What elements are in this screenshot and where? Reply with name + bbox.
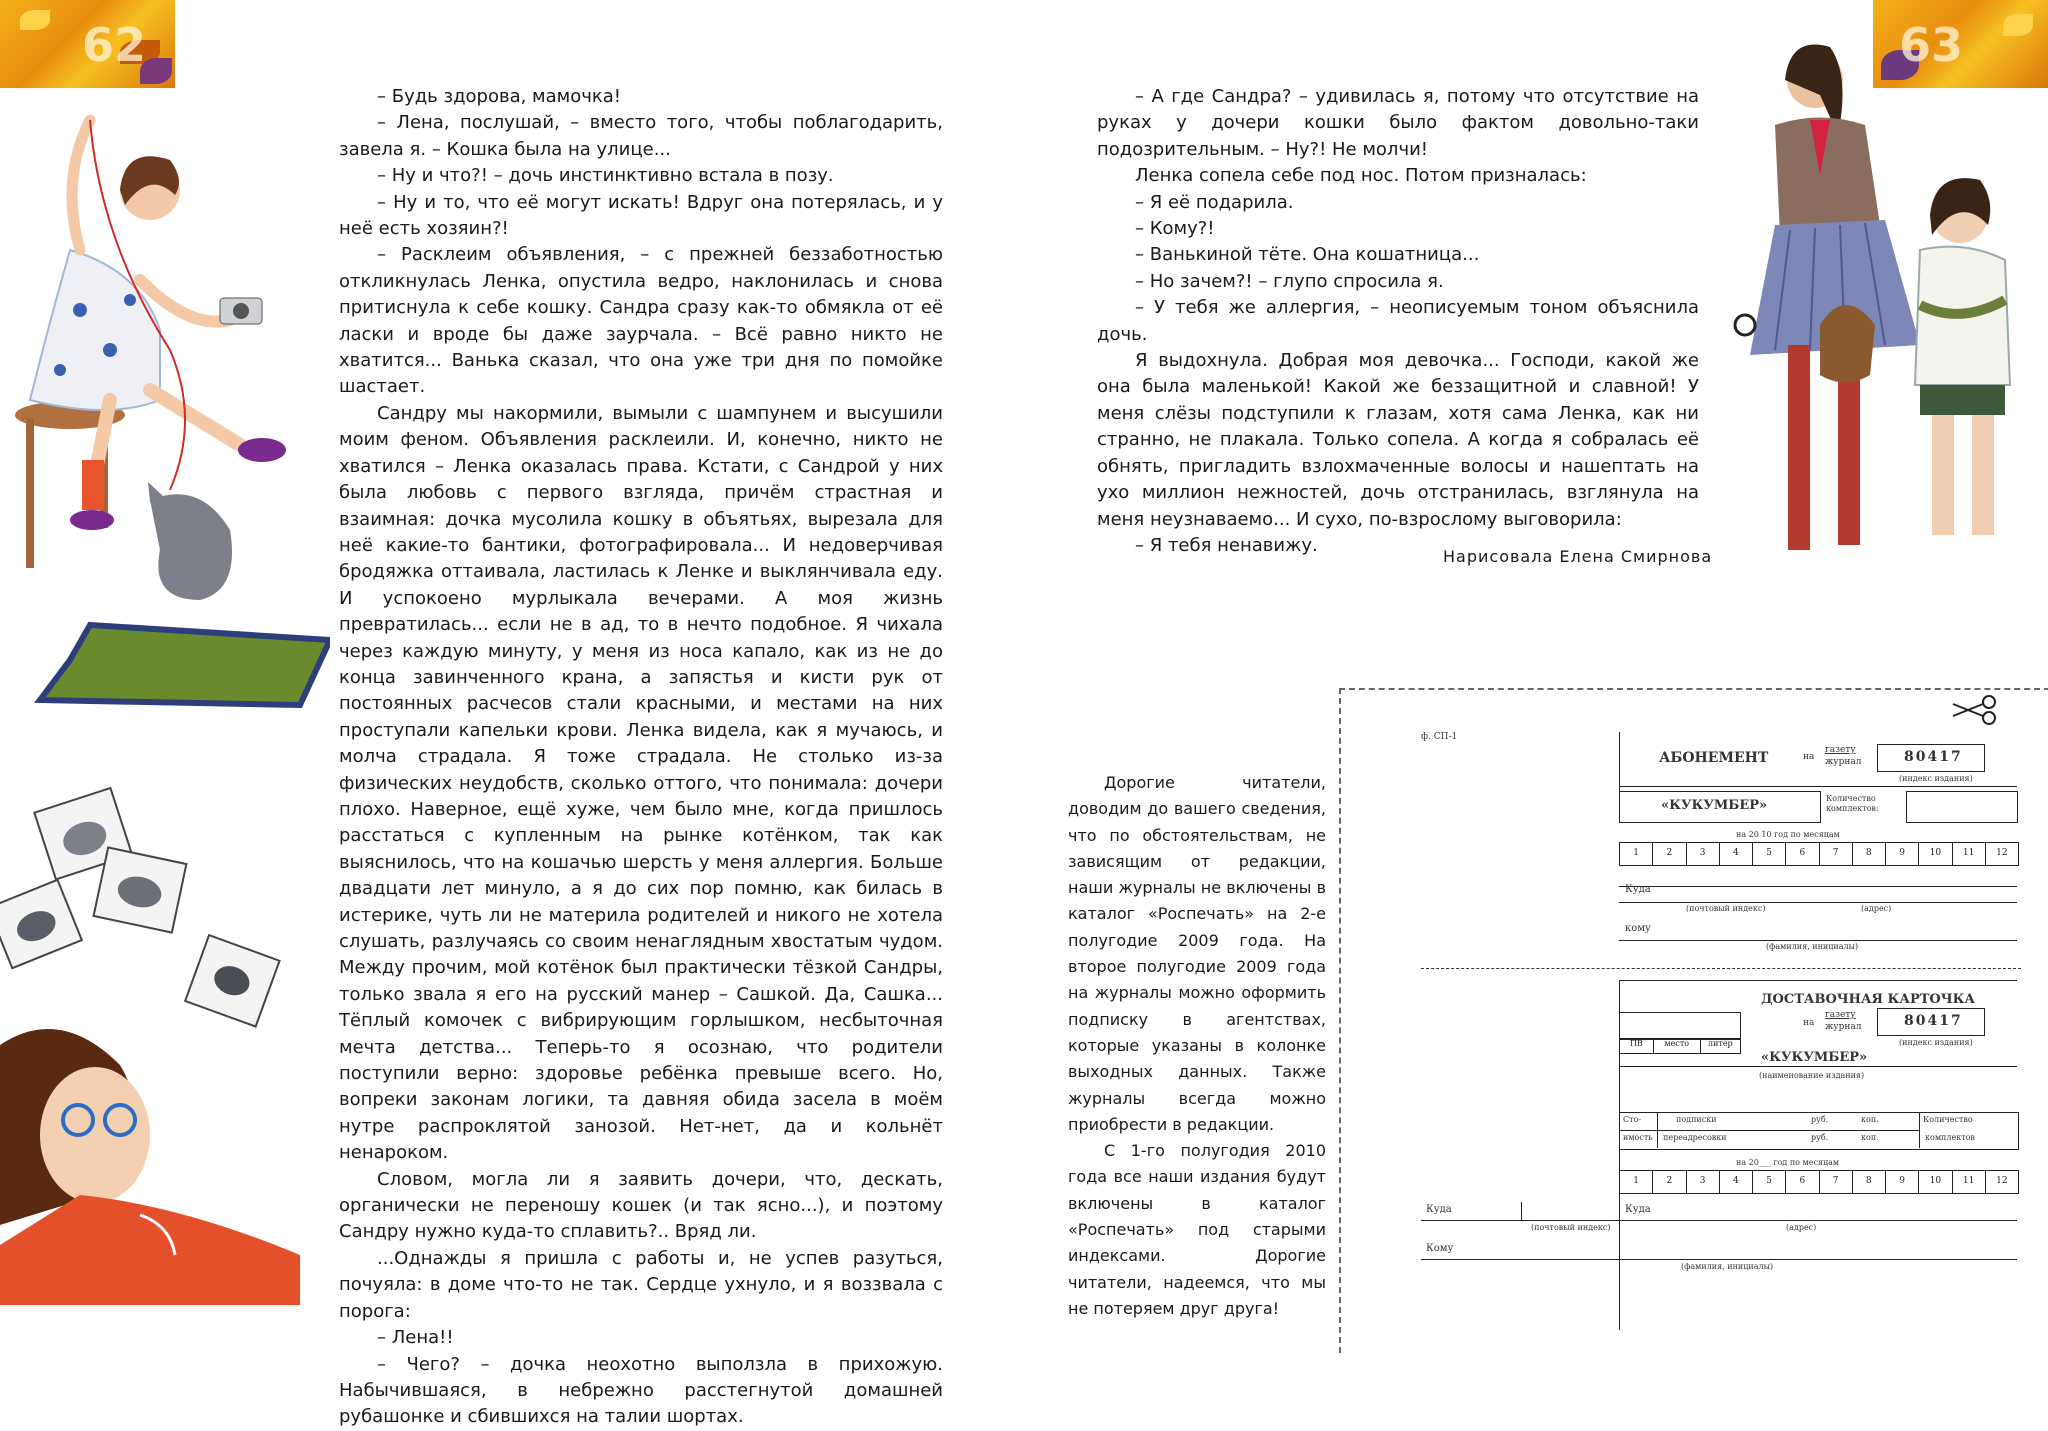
scissors-icon — [1951, 690, 2001, 728]
kop-label: коп. — [1861, 1133, 1879, 1142]
story-paragraph: – Ну и что?! – дочь инстинктивно встала в позу. — [377, 165, 834, 187]
months-row — [1619, 1170, 2019, 1194]
girl-on-stool-illustration — [0, 100, 330, 720]
name-label: (фамилия, инициалы) — [1766, 942, 1859, 951]
story-paragraph: – Будь здорова, мамочка! — [377, 86, 622, 107]
rub-label: руб. — [1811, 1115, 1829, 1124]
postal-index-label: (почтовый индекс) — [1531, 1223, 1611, 1232]
month-cell: 8 — [1853, 843, 1886, 865]
story-paragraph: – Я тебя ненавижу. — [1135, 534, 1318, 556]
pv-cell: ПВ — [1620, 1039, 1654, 1053]
mother-face — [40, 1067, 150, 1203]
photo — [94, 847, 187, 932]
subscription-notice — [1068, 770, 1326, 1322]
month-cell: 11 — [1953, 843, 1986, 865]
month-cell: 6 — [1786, 1171, 1819, 1193]
story-column-right — [1097, 84, 1699, 559]
eyeglasses-in-hand — [1735, 315, 1755, 335]
rule — [1521, 1202, 1522, 1220]
rule — [1919, 1112, 1920, 1148]
dress-flower — [103, 343, 117, 357]
month-cell: 11 — [1953, 1171, 1986, 1193]
story-paragraph: – Я её подарила. — [1135, 191, 1294, 213]
shoe — [238, 438, 286, 462]
girl-leg — [150, 390, 240, 445]
month-cell: 7 — [1820, 843, 1853, 865]
label-komu: кому — [1625, 923, 1651, 934]
mother-daughter-illustration — [1720, 25, 2030, 575]
label-gazetu: газету — [1825, 745, 1856, 755]
story-paragraph: Сандру мы накормили, вымыли с шампунем и высушили моим феном. Объявления расклеили. И, конечно, никто не хватился – Ленка оказалась права. Кстати, с Сандрой у них была любовь с первого взгляда, причём страстная и взаимная: дочка мусолила кошку в объятьях, вырезала для неё какие-то бантики, фотографировала... И недоверчивая бродяжка оттаивала, ластилась к Ленке и выклянчивала еду. И успокоено мурлыкала вечерами. А моя жизнь превратилась... если не в ад, то в нечто подобное. Я чихала через каждую минуту, у меня из носа капало, как из не до конца завинченного крана, а запястья и кисти рук от постоянных расчесов стали красными, и местами на них проступали капельки крови. Ленка видела, как я мучаюсь, и молча страдала. Я тоже страдала. Не столько из-за физических неудобств, сколько оттого, что понимала: дочери плохо. Наверное, ещё хуже, чем было мне, когда пришлось расстаться с купленным на рынке котёнком, так как выяснилось, что на кошачью шерсть у меня аллергия. Больше двадцати лет минуло, а я до сих пор помню, как билась в истерике, чуть ли не материла родителей и никого не хотела слушать, разлучаясь со своим ненаглядным хвостатым чудом. Между прочим, мой котёнок был практически тёзкой Сандры, только звала я его на русский манер – Сашкой. Да, Сашка... Тёплый комочек с вибрирующим горлышком, несбыточная мечта детства... Теперь-то я осознаю, что родители поступили верно: здоровье ребёнка превыше всего. Но, вопреки законам логики, та давняя обида засела в моём нутре распроклятой занозой. Нет-нет, да и кольнёт ненароком. — [339, 402, 943, 1164]
name-label: (фамилия, инициалы) — [1681, 1262, 1774, 1271]
story-paragraph: – Чего? – дочка неохотно выползла в прихожую. Набычившаяся, в небрежно расстегнутой домашней рубашонке и сбившихся на талии шортах. — [339, 1353, 943, 1428]
sets-box — [1906, 791, 2018, 823]
liter-cell: литер — [1707, 1039, 1733, 1048]
month-cell: 2 — [1653, 843, 1686, 865]
cost-label: Сто- — [1623, 1115, 1642, 1124]
form-code: ф. СП-1 — [1421, 732, 1458, 742]
story-column-left — [339, 84, 943, 1431]
rule — [1421, 1220, 2017, 1221]
month-cell: 4 — [1720, 1171, 1753, 1193]
striped-sock — [82, 460, 104, 510]
month-cell: 6 — [1786, 843, 1819, 865]
story-paragraph: – Ванькиной тёте. Она кошатница... — [1135, 244, 1480, 266]
rule — [1619, 902, 2017, 903]
label-na: на — [1803, 752, 1815, 762]
woman-jacket — [1775, 118, 1880, 236]
handbag — [1820, 305, 1875, 383]
mother-illustration — [0, 1005, 300, 1305]
notice-paragraph: Дорогие читатели, доводим до вашего сведения, что по обстоятельствам, не зависящим от редакции, наши журналы не включены в каталог «Роспечать» на 2-е полугодие 2009 года. На второе полугодие 2009 года на журналы можно оформить подписку в агентствах, которые указаны в колонке выходных данных. Также журналы всегда можно приобрести в редакции. — [1068, 773, 1326, 1134]
label-kuda: Куда — [1625, 884, 1651, 895]
publication-label: (наименование издания) — [1759, 1071, 1865, 1080]
pv-row — [1619, 1038, 1741, 1054]
story-paragraph: – Кому?! — [1135, 218, 1215, 240]
month-cell: 12 — [1996, 848, 2008, 858]
index-value: 80417 — [1904, 1013, 1963, 1029]
kop-label: коп. — [1861, 1115, 1879, 1124]
cat — [150, 494, 232, 600]
label-komu: Кому — [1426, 1243, 1454, 1254]
cost-label: имость — [1623, 1133, 1653, 1142]
index-label: (индекс издания) — [1899, 774, 1973, 783]
label-na: на — [1803, 1018, 1815, 1028]
year-line: на 20___ год по месяцам — [1736, 1158, 1840, 1167]
month-cell: 9 — [1886, 1171, 1919, 1193]
month-cell: 8 — [1853, 1171, 1886, 1193]
month-cell: 5 — [1753, 1171, 1786, 1193]
year-line: на 20 10 год по месяцам — [1736, 830, 1840, 839]
story-paragraphs-right — [1097, 84, 1699, 559]
page-number-right: 63 — [1899, 18, 1964, 72]
month-cell: 5 — [1753, 843, 1786, 865]
dress — [30, 250, 160, 410]
rule — [1619, 1130, 1919, 1131]
cut-line — [1421, 968, 2021, 969]
postal-index-label: (почтовый индекс) — [1686, 904, 1766, 913]
month-cell: 1 — [1620, 1171, 1653, 1193]
story-paragraph: ...Однажды я пришла с работы и, не успев разуться, почуяла: в доме что-то не так. Сердце ухнуло, и я воззвала с порога: — [339, 1247, 943, 1322]
camera-lens — [233, 303, 249, 319]
rule — [1619, 1066, 2017, 1067]
rug — [40, 625, 330, 705]
story-paragraph: – Ну и то, что её могут искать! Вдруг она потерялась, и у неё есть хозяин?! — [339, 191, 943, 240]
leaf-decoration — [20, 10, 50, 30]
label-kuda: Куда — [1426, 1204, 1452, 1215]
rule — [1619, 980, 2017, 981]
story-paragraph: – У тебя же аллергия, – неописуемым тоном объяснила дочь. — [1097, 297, 1699, 345]
rule — [1657, 1112, 1658, 1148]
story-paragraphs-left — [339, 84, 943, 1431]
month-cell: 3 — [1687, 1171, 1720, 1193]
sets-label: комплектов — [1925, 1133, 1975, 1142]
month-cell: 3 — [1687, 843, 1720, 865]
mother-sleeve — [0, 1195, 300, 1305]
story-paragraph: Я выдохнула. Добрая моя девочка... Господи, какой же она была маленькой! Какой же беззащитной и славной! У меня слёзы подступили к глазам, хотя сама Ленка, как ни странно, не плакала. Только сопела. А когда я собралась её обнять, пригладить взлохмаченные волосы и нашептать на ухо миллион нежностей, дочь отстранилась, взглянула на меня неузнаваемо... И сухо, по-взрослому выговорила: — [1097, 350, 1699, 530]
rule — [1619, 886, 2017, 887]
label-kuda: Куда — [1625, 1204, 1651, 1215]
story-paragraph: – Лена!! — [377, 1327, 454, 1349]
rule — [1619, 786, 2017, 787]
girl-raised-arm — [72, 120, 90, 250]
month-cell: 10 — [1919, 1171, 1952, 1193]
rule — [1619, 940, 2017, 941]
address-label: (адрес) — [1861, 904, 1892, 913]
sets-label: Количество комплектов: — [1826, 794, 1879, 813]
woman-leg — [1788, 345, 1810, 550]
dress-flower — [124, 294, 136, 306]
months-row — [1619, 842, 2019, 866]
girl-shorts — [1920, 385, 2005, 415]
month-cell: 10 — [1919, 843, 1952, 865]
month-cell: 1 — [1620, 843, 1653, 865]
girl-leg — [1972, 415, 1994, 535]
readdress-label: переадресовки — [1663, 1133, 1727, 1142]
month-cell: 12 — [1996, 1176, 2008, 1186]
story-paragraph: – А где Сандра? – удивилась я, потому что отсутствие на руках у дочери кошки было фактом довольно-таки подозрительным. – Ну?! Не молчи! — [1097, 86, 1699, 160]
index-label: (индекс издания) — [1899, 1038, 1973, 1047]
address-label: (адрес) — [1786, 1223, 1817, 1232]
index-value: 80417 — [1904, 749, 1963, 765]
page-number-tab-left — [0, 0, 175, 88]
story-paragraph: Словом, могла ли я заявить дочери, что, дескать, органически не переношу кошек (и так ясно...), и поэтому Сандру нужно куда-то сплавить?.. Вряд ли. — [339, 1168, 943, 1243]
rule — [1421, 1259, 2017, 1260]
subscription-coupon — [1339, 688, 2048, 1353]
quantity-label: Количество — [1923, 1115, 1973, 1124]
publication-name: «КУКУМБЕР» — [1761, 1050, 1868, 1065]
girl-leg — [1932, 415, 1954, 535]
month-cell: 4 — [1720, 843, 1753, 865]
illustrator-credit: Нарисовала Елена Смирнова — [1443, 547, 1713, 566]
subscription-label: подписки — [1676, 1115, 1717, 1124]
month-cell: 9 — [1886, 843, 1919, 865]
delivery-title: ДОСТАВОЧНАЯ КАРТОЧКА — [1761, 992, 1976, 1007]
story-paragraph: – Но зачем?! – глупо спросила я. — [1135, 270, 1444, 292]
label-gazetu: газету — [1825, 1010, 1856, 1020]
rub-label: руб. — [1811, 1133, 1829, 1142]
label-zhurnal: журнал — [1825, 757, 1862, 767]
label-zhurnal: журнал — [1825, 1022, 1862, 1032]
place-cell: место — [1654, 1039, 1701, 1053]
dress-flower — [54, 364, 66, 376]
stool-leg — [26, 418, 34, 568]
story-paragraph: – Расклеим объявления, – с прежней беззаботностью откликнулась Ленка, опустила ведро, наклонилась и снова притиснула к себе кошку. Сандра сразу как-то обмякла от её ласки и вроде бы даже заурчала. – Всё равно никто не хватится... Ванька сказал, что она уже три дня по помойке шастает. — [339, 244, 943, 398]
page-number-left: 62 — [82, 18, 147, 72]
notice-paragraph: С 1-го полугодия 2010 года все наши издания будут включены в каталог «Роспечать» под старыми индексами. Дорогие читатели, надеемся, что мы не потеряем друг друга! — [1068, 1141, 1326, 1318]
photo — [0, 880, 82, 968]
publication-name: «КУКУМБЕР» — [1661, 798, 1768, 813]
month-cell: 7 — [1820, 1171, 1853, 1193]
month-cell: 2 — [1653, 1171, 1686, 1193]
pv-box — [1619, 1012, 1741, 1040]
story-paragraph: – Лена, послушай, – вместо того, чтобы поблагодарить, завела я. – Кошка была на улице... — [339, 112, 943, 160]
shoe — [70, 510, 114, 530]
story-paragraph: Ленка сопела себе под нос. Потом призналась: — [1135, 165, 1587, 187]
dress-flower — [73, 303, 87, 317]
subscription-title: АБОНЕМЕНТ — [1659, 750, 1769, 766]
